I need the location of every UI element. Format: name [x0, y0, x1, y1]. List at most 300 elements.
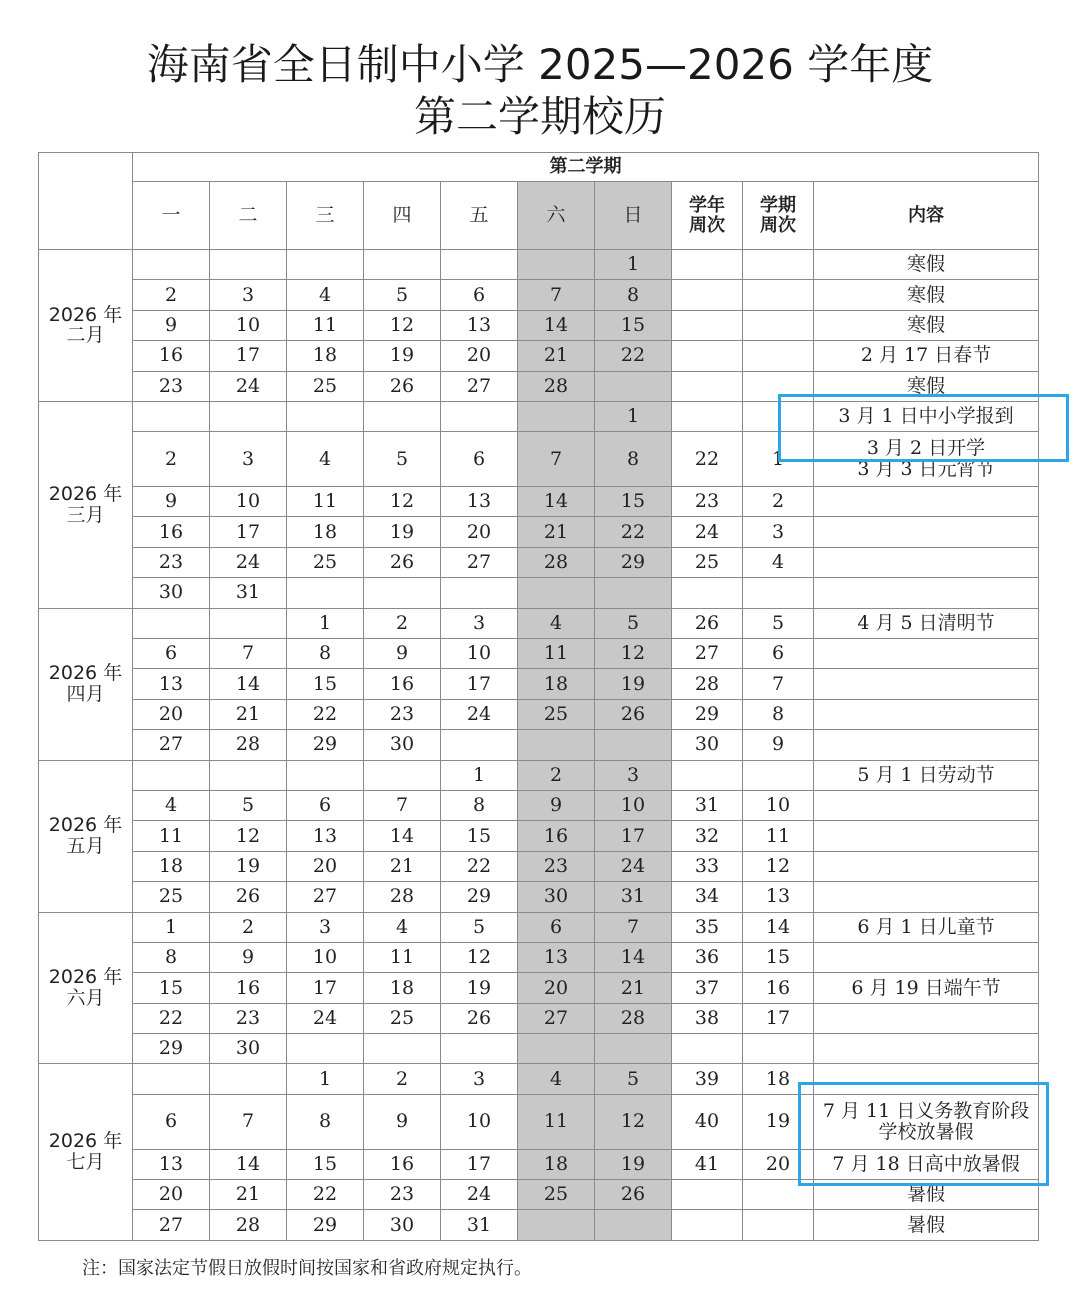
day-cell: 16 — [518, 821, 595, 851]
year-week-cell: 37 — [672, 973, 743, 1003]
day-cell: 19 — [210, 851, 287, 881]
content-note-cell — [814, 882, 1039, 912]
day-cell: 8 — [595, 432, 672, 487]
weekday-header: 三 — [287, 182, 364, 250]
day-cell — [595, 578, 672, 608]
day-cell: 1 — [595, 250, 672, 280]
day-cell: 17 — [441, 1149, 518, 1179]
week-row — [39, 760, 1039, 790]
day-cell: 5 — [364, 280, 441, 310]
day-cell — [595, 1034, 672, 1064]
day-cell: 5 — [210, 790, 287, 820]
day-cell — [364, 578, 441, 608]
day-cell: 3 — [441, 1064, 518, 1094]
year-week-cell: 25 — [672, 547, 743, 577]
day-cell: 11 — [364, 942, 441, 972]
day-cell: 26 — [595, 1179, 672, 1209]
day-cell: 18 — [364, 973, 441, 1003]
day-cell: 11 — [133, 821, 210, 851]
day-cell: 25 — [287, 371, 364, 401]
day-cell: 6 — [441, 280, 518, 310]
day-cell: 28 — [210, 1210, 287, 1241]
year-week-cell — [672, 1210, 743, 1241]
day-cell: 23 — [364, 699, 441, 729]
day-cell: 12 — [595, 639, 672, 669]
day-cell — [518, 730, 595, 760]
day-cell: 25 — [518, 699, 595, 729]
year-week-cell: 23 — [672, 487, 743, 517]
term-week-cell: 12 — [743, 851, 814, 881]
content-note-cell — [814, 517, 1039, 547]
highlight-box-july — [798, 1082, 1049, 1186]
content-note-cell: 暑假 — [814, 1210, 1039, 1241]
corner-cell — [39, 153, 133, 250]
term-week-cell: 14 — [743, 912, 814, 942]
day-cell: 20 — [287, 851, 364, 881]
day-cell — [133, 760, 210, 790]
day-cell — [210, 608, 287, 638]
day-cell: 10 — [441, 1094, 518, 1149]
day-cell: 22 — [595, 517, 672, 547]
day-cell: 15 — [595, 487, 672, 517]
day-cell: 7 — [518, 432, 595, 487]
year-week-cell: 28 — [672, 669, 743, 699]
day-cell: 11 — [518, 639, 595, 669]
month-label: 2026 年 七月 — [39, 1064, 133, 1241]
day-cell: 23 — [133, 547, 210, 577]
content-note-cell: 寒假 — [814, 310, 1039, 340]
day-cell: 8 — [441, 790, 518, 820]
day-cell: 17 — [210, 341, 287, 371]
day-cell — [210, 760, 287, 790]
day-cell: 16 — [133, 517, 210, 547]
year-week-cell: 30 — [672, 730, 743, 760]
day-cell: 29 — [133, 1034, 210, 1064]
day-cell: 24 — [210, 371, 287, 401]
week-row — [39, 250, 1039, 280]
day-cell: 18 — [287, 517, 364, 547]
year-week-cell: 38 — [672, 1003, 743, 1033]
day-cell: 14 — [518, 487, 595, 517]
month-label: 2026 年 三月 — [39, 401, 133, 608]
day-cell: 10 — [210, 310, 287, 340]
day-cell: 9 — [133, 310, 210, 340]
term-week-cell — [743, 280, 814, 310]
term-week-cell: 18 — [743, 1064, 814, 1094]
day-cell: 10 — [210, 487, 287, 517]
day-cell: 11 — [518, 1094, 595, 1149]
day-cell: 1 — [595, 401, 672, 431]
day-cell: 16 — [210, 973, 287, 1003]
day-cell: 2 — [518, 760, 595, 790]
day-cell: 4 — [518, 1064, 595, 1094]
day-cell: 8 — [287, 1094, 364, 1149]
day-cell: 12 — [364, 310, 441, 340]
title-line-1: 海南省全日制中小学 2025—2026 学年度 — [146, 40, 934, 89]
term-week-cell — [743, 250, 814, 280]
term-week-cell: 15 — [743, 942, 814, 972]
day-cell: 4 — [287, 432, 364, 487]
week-row — [39, 608, 1039, 638]
week-row — [39, 280, 1039, 310]
day-cell: 21 — [518, 517, 595, 547]
day-cell: 13 — [441, 487, 518, 517]
week-row — [39, 1210, 1039, 1241]
day-cell: 2 — [210, 912, 287, 942]
day-cell: 2 — [133, 280, 210, 310]
week-row — [39, 973, 1039, 1003]
week-row — [39, 942, 1039, 972]
day-cell: 21 — [518, 341, 595, 371]
day-cell: 23 — [210, 1003, 287, 1033]
year-week-cell — [672, 371, 743, 401]
day-cell: 10 — [287, 942, 364, 972]
day-cell: 4 — [287, 280, 364, 310]
day-cell: 31 — [210, 578, 287, 608]
day-cell: 3 — [595, 760, 672, 790]
day-cell: 4 — [133, 790, 210, 820]
term-week-cell: 5 — [743, 608, 814, 638]
week-row — [39, 699, 1039, 729]
day-cell: 2 — [364, 1064, 441, 1094]
day-cell: 27 — [441, 371, 518, 401]
day-cell — [210, 1064, 287, 1094]
day-cell: 21 — [210, 699, 287, 729]
term-week-cell: 19 — [743, 1094, 814, 1149]
week-row — [39, 821, 1039, 851]
year-week-header-text: 学年周次 — [689, 194, 725, 236]
day-cell: 26 — [210, 882, 287, 912]
day-cell — [595, 371, 672, 401]
day-cell: 19 — [364, 517, 441, 547]
day-cell: 28 — [518, 547, 595, 577]
year-week-cell: 24 — [672, 517, 743, 547]
year-week-cell — [672, 310, 743, 340]
content-note-cell: 寒假 — [814, 250, 1039, 280]
content-note-cell: 6 月 1 日儿童节 — [814, 912, 1039, 942]
year-week-cell: 40 — [672, 1094, 743, 1149]
day-cell: 3 — [441, 608, 518, 638]
term-week-cell: 3 — [743, 517, 814, 547]
day-cell: 31 — [595, 882, 672, 912]
day-cell: 13 — [518, 942, 595, 972]
school-calendar-table — [38, 152, 1039, 1241]
day-cell: 24 — [441, 699, 518, 729]
term-week-cell: 11 — [743, 821, 814, 851]
content-note-cell — [814, 1003, 1039, 1033]
day-cell: 18 — [133, 851, 210, 881]
day-cell — [287, 401, 364, 431]
week-row — [39, 912, 1039, 942]
term-week-cell: 20 — [743, 1149, 814, 1179]
day-cell: 25 — [518, 1179, 595, 1209]
day-cell: 7 — [364, 790, 441, 820]
day-cell: 11 — [287, 487, 364, 517]
day-cell — [595, 730, 672, 760]
day-cell: 26 — [364, 371, 441, 401]
day-cell: 15 — [287, 1149, 364, 1179]
term-week-cell — [743, 341, 814, 371]
year-week-cell: 22 — [672, 432, 743, 487]
day-cell: 6 — [133, 1094, 210, 1149]
content-note-cell: 3 月 2 日开学 3 月 3 日元宵节 — [814, 432, 1039, 487]
day-cell: 28 — [210, 730, 287, 760]
day-cell: 6 — [518, 912, 595, 942]
year-week-header — [672, 182, 743, 250]
day-cell: 1 — [133, 912, 210, 942]
day-cell — [210, 250, 287, 280]
week-row — [39, 851, 1039, 881]
day-cell: 1 — [441, 760, 518, 790]
content-note-cell — [814, 942, 1039, 972]
day-cell: 25 — [364, 1003, 441, 1033]
day-cell: 12 — [210, 821, 287, 851]
year-week-cell: 36 — [672, 942, 743, 972]
day-cell: 30 — [518, 882, 595, 912]
day-cell: 15 — [595, 310, 672, 340]
day-cell — [287, 760, 364, 790]
year-week-cell: 32 — [672, 821, 743, 851]
day-cell: 17 — [441, 669, 518, 699]
day-cell: 23 — [518, 851, 595, 881]
day-cell: 2 — [133, 432, 210, 487]
day-cell: 28 — [518, 371, 595, 401]
content-note-cell: 3 月 1 日中小学报到 — [814, 401, 1039, 431]
day-cell: 22 — [287, 1179, 364, 1209]
day-cell: 20 — [441, 341, 518, 371]
day-cell: 20 — [133, 699, 210, 729]
day-cell: 1 — [287, 1064, 364, 1094]
day-cell: 27 — [133, 1210, 210, 1241]
day-cell — [133, 608, 210, 638]
year-week-cell — [672, 250, 743, 280]
year-week-cell: 34 — [672, 882, 743, 912]
year-week-cell: 39 — [672, 1064, 743, 1094]
day-cell: 28 — [364, 882, 441, 912]
term-week-cell: 10 — [743, 790, 814, 820]
term-week-cell: 13 — [743, 882, 814, 912]
day-cell: 22 — [441, 851, 518, 881]
day-cell: 13 — [133, 1149, 210, 1179]
day-cell: 20 — [441, 517, 518, 547]
week-row — [39, 669, 1039, 699]
day-cell — [287, 1034, 364, 1064]
term-week-cell: 6 — [743, 639, 814, 669]
day-cell: 14 — [595, 942, 672, 972]
day-cell: 3 — [210, 432, 287, 487]
day-cell: 29 — [287, 730, 364, 760]
week-row — [39, 517, 1039, 547]
day-cell: 13 — [441, 310, 518, 340]
term-week-cell: 2 — [743, 487, 814, 517]
day-cell: 14 — [210, 669, 287, 699]
year-week-cell — [672, 760, 743, 790]
week-row — [39, 310, 1039, 340]
day-cell: 10 — [595, 790, 672, 820]
content-note-cell: 寒假 — [814, 280, 1039, 310]
day-cell: 31 — [441, 1210, 518, 1241]
day-cell: 5 — [441, 912, 518, 942]
day-cell — [287, 250, 364, 280]
year-week-cell — [672, 341, 743, 371]
day-cell: 24 — [441, 1179, 518, 1209]
term-week-cell — [743, 578, 814, 608]
day-cell: 24 — [210, 547, 287, 577]
day-cell: 1 — [287, 608, 364, 638]
content-note-cell: 4 月 5 日清明节 — [814, 608, 1039, 638]
day-cell: 7 — [210, 1094, 287, 1149]
year-week-cell: 26 — [672, 608, 743, 638]
day-cell — [518, 1210, 595, 1241]
day-cell — [133, 1064, 210, 1094]
day-cell: 13 — [133, 669, 210, 699]
term-week-cell: 4 — [743, 547, 814, 577]
day-cell: 8 — [287, 639, 364, 669]
month-label: 2026 年 二月 — [39, 250, 133, 402]
day-cell: 18 — [287, 341, 364, 371]
day-cell: 5 — [364, 432, 441, 487]
content-note-cell: 寒假 — [814, 371, 1039, 401]
day-cell — [133, 250, 210, 280]
semester-header: 第二学期 — [133, 153, 1039, 182]
year-week-cell: 33 — [672, 851, 743, 881]
day-cell: 30 — [364, 730, 441, 760]
year-week-cell — [672, 280, 743, 310]
day-cell — [210, 401, 287, 431]
day-cell: 11 — [287, 310, 364, 340]
day-cell: 30 — [210, 1034, 287, 1064]
day-cell: 14 — [518, 310, 595, 340]
year-week-cell: 29 — [672, 699, 743, 729]
content-note-cell — [814, 487, 1039, 517]
day-cell: 15 — [133, 973, 210, 1003]
day-cell: 23 — [364, 1179, 441, 1209]
footnote: 注：国家法定节假日放假时间按国家和省政府规定执行。 — [82, 1258, 532, 1279]
day-cell: 27 — [518, 1003, 595, 1033]
day-cell: 7 — [595, 912, 672, 942]
content-note-cell — [814, 730, 1039, 760]
weekday-header: 一 — [133, 182, 210, 250]
day-cell: 6 — [133, 639, 210, 669]
day-cell: 12 — [595, 1094, 672, 1149]
day-cell — [518, 250, 595, 280]
content-note-cell — [814, 821, 1039, 851]
day-cell: 9 — [364, 1094, 441, 1149]
weekday-header: 四 — [364, 182, 441, 250]
day-cell: 29 — [287, 1210, 364, 1241]
day-cell: 7 — [210, 639, 287, 669]
weekday-header: 五 — [441, 182, 518, 250]
content-note-cell: 5 月 1 日劳动节 — [814, 760, 1039, 790]
day-cell: 20 — [133, 1179, 210, 1209]
content-note-cell: 暑假 — [814, 1179, 1039, 1209]
term-week-cell: 1 — [743, 432, 814, 487]
month-label: 2026 年 五月 — [39, 760, 133, 912]
content-note-cell: 7 月 18 日高中放暑假 — [814, 1149, 1039, 1179]
day-cell: 27 — [287, 882, 364, 912]
content-note-cell: 7 月 11 日义务教育阶段 学校放暑假 — [814, 1094, 1039, 1149]
day-cell: 17 — [210, 517, 287, 547]
day-cell: 6 — [287, 790, 364, 820]
content-note-cell — [814, 578, 1039, 608]
term-week-cell — [743, 1034, 814, 1064]
day-cell: 22 — [133, 1003, 210, 1033]
week-row — [39, 790, 1039, 820]
day-cell — [441, 1034, 518, 1064]
day-cell: 14 — [210, 1149, 287, 1179]
week-row — [39, 547, 1039, 577]
day-cell: 21 — [210, 1179, 287, 1209]
week-row — [39, 1034, 1039, 1064]
day-cell: 21 — [364, 851, 441, 881]
day-cell: 29 — [441, 882, 518, 912]
content-note-cell — [814, 669, 1039, 699]
day-cell — [364, 1034, 441, 1064]
week-row — [39, 730, 1039, 760]
term-week-cell: 7 — [743, 669, 814, 699]
day-cell: 4 — [518, 608, 595, 638]
term-week-header-text: 学期周次 — [760, 194, 796, 236]
day-cell: 12 — [364, 487, 441, 517]
content-note-cell — [814, 639, 1039, 669]
term-week-cell — [743, 1210, 814, 1241]
year-week-cell: 41 — [672, 1149, 743, 1179]
term-week-cell: 17 — [743, 1003, 814, 1033]
week-row — [39, 882, 1039, 912]
day-cell: 16 — [133, 341, 210, 371]
day-cell: 16 — [364, 669, 441, 699]
day-cell — [133, 401, 210, 431]
day-cell: 9 — [364, 639, 441, 669]
weekday-header-saturday: 六 — [518, 182, 595, 250]
year-week-cell: 27 — [672, 639, 743, 669]
day-cell: 30 — [133, 578, 210, 608]
term-week-cell — [743, 760, 814, 790]
month-label: 2026 年 六月 — [39, 912, 133, 1064]
content-note-cell — [814, 699, 1039, 729]
day-cell: 28 — [595, 1003, 672, 1033]
day-cell — [287, 578, 364, 608]
term-week-header — [743, 182, 814, 250]
content-note-cell — [814, 547, 1039, 577]
day-cell: 24 — [595, 851, 672, 881]
week-row — [39, 487, 1039, 517]
day-cell: 10 — [441, 639, 518, 669]
term-week-cell: 16 — [743, 973, 814, 1003]
day-cell: 20 — [518, 973, 595, 1003]
day-cell: 18 — [518, 669, 595, 699]
day-cell: 24 — [287, 1003, 364, 1033]
weekday-header: 二 — [210, 182, 287, 250]
day-cell: 9 — [518, 790, 595, 820]
day-cell: 5 — [595, 1064, 672, 1094]
content-note-cell: 2 月 17 日春节 — [814, 341, 1039, 371]
day-cell: 26 — [441, 1003, 518, 1033]
year-week-cell — [672, 578, 743, 608]
day-cell: 15 — [441, 821, 518, 851]
year-week-cell: 35 — [672, 912, 743, 942]
day-cell: 14 — [364, 821, 441, 851]
year-week-cell — [672, 1034, 743, 1064]
day-cell: 21 — [595, 973, 672, 1003]
day-cell — [518, 578, 595, 608]
day-cell: 29 — [595, 547, 672, 577]
highlight-box-march — [778, 394, 1069, 462]
day-cell: 22 — [595, 341, 672, 371]
day-cell — [364, 250, 441, 280]
day-cell: 26 — [364, 547, 441, 577]
day-cell: 2 — [364, 608, 441, 638]
